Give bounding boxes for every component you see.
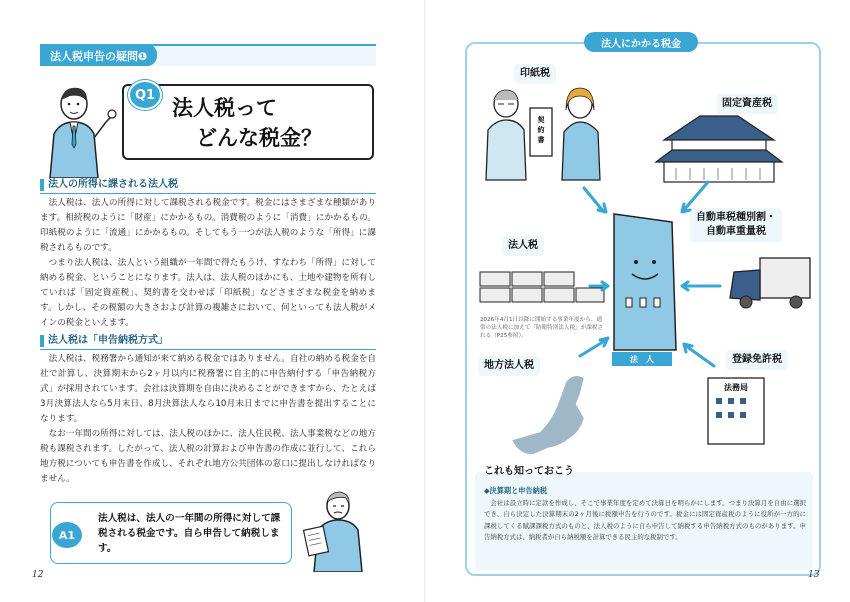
section-tab-label: 法人税申告の疑問❶ — [40, 44, 157, 66]
know-more-text: 会社は設立時に定款を作成し、そこで事業年度を定めて決算日を明らかにします。つまり決算月を自由に選択でき、自ら決定した決算期末の2ヶ月後に税額申告を行うのです。税金には固定資産税のように役所が一方的に課税してくる賦課課税方式のものと、法人税のように自ら申告して納税する申告納税方式のものがあります。申告納税方式は、納税者が自ら納税額を計算できる民主的な税制です。 — [484, 499, 806, 542]
corporation-label: 法 人 — [612, 352, 672, 366]
page-number-right: 13 — [808, 570, 820, 580]
legal-office-illustration — [708, 378, 764, 444]
corporate-tax-note: 2026年4月1日以降に開始する事業年度から、通常の法人税に加えて「防衛特別法人税」が課税される（P25参照）。 — [480, 317, 604, 339]
paragraph-1a: 法人税は、法人の所得に対して課税される税金です。税金にはさまざまな種類があります。相続税のように「財産」にかかるもの。消費税のように「消費」にかかるもの。印紙税のように「流通」にかかるもの。そしてもう一つが法人税のような「所得」に課税されるものです。 — [40, 198, 376, 253]
contract-text-char: 書 — [537, 136, 545, 144]
contract-text-char: 約 — [537, 126, 545, 134]
money-stacks-illustration — [480, 272, 604, 302]
q1-badge: Q1 — [128, 80, 162, 110]
label-stamp-tax: 印紙税 — [514, 64, 556, 84]
know-more-subtitle: ◆決算期と申告納税 — [484, 486, 548, 495]
label-registration-tax: 登録免許税 — [726, 350, 788, 370]
label-automobile-tax: 自動車税種別割・ 自動車重量税 — [690, 208, 782, 242]
a1-badge: A1 — [52, 522, 82, 548]
japan-map-illustration — [512, 376, 584, 454]
label-corporate-tax: 法人税 — [502, 236, 544, 256]
heading-corporate-income: 法人の所得に課される法人税 — [40, 178, 376, 194]
diagram-title: 法人にかかる税金 — [584, 32, 698, 52]
question-title-line2: どんな税金？ — [196, 126, 322, 150]
legal-office-sign: 法務局 — [724, 383, 748, 392]
label-fixed-asset-tax: 固定資産税 — [716, 94, 778, 114]
heading-self-assessment: 法人税は「申告納税方式」 — [40, 334, 376, 350]
page-number-left: 12 — [32, 570, 44, 580]
answer-text: 法人税は、法人の一年間の所得に対して課税される税金です。自ら申告して納税します。 — [98, 513, 281, 554]
label-local-corporate-tax: 地方法人税 — [478, 356, 540, 376]
contract-text — [538, 115, 545, 144]
traditional-building-illustration — [656, 116, 782, 182]
contract-text-char: 契 — [537, 116, 545, 124]
know-more-title: これも知っておこう — [484, 466, 574, 477]
truck-illustration — [730, 258, 810, 308]
paragraph-2b: なお一年間の所得に対しては、法人税のほかに、法人住民税、法人事業税などの地方税も課税されます。したがって、法人税の計算および申告書の作成に並行して、これら地方税についても申告書を作成し、それぞれ地方公共団体の窓口に提出しなければなりません。 — [40, 429, 376, 484]
corporation-building-illustration — [614, 214, 676, 350]
question-title-line1: 法人税って — [172, 96, 277, 120]
couple-illustration — [486, 88, 600, 180]
paragraph-1b: つまり法人税は、法人という組織が一年間で得たもうけ、すなわち「所得」に対して納める税金、ということになります。法人は、法人税のほかにも、土地や建物を所有していれば「固定資産税」、契約書を交わせば「印紙税」などさまざまな税金を納めます。しかし、その税額の大きさおよび計算の複雑さにおいて、何といっても法人税がメインの税金といえます。 — [40, 258, 376, 328]
paragraph-2a: 法人税は、税務署から通知が来て納める税金ではありません。自社の納める税金を自社で計算し、決算期末から2ヶ月以内に税務署に自主的に申告納付する「申告納税方式」が採用されています。会社は決算期を自由に決めることができますから、たとえば3月決算法人なら5月末日、8月決算法人なら10月末日までに申告書を提出することになります。 — [40, 354, 376, 424]
